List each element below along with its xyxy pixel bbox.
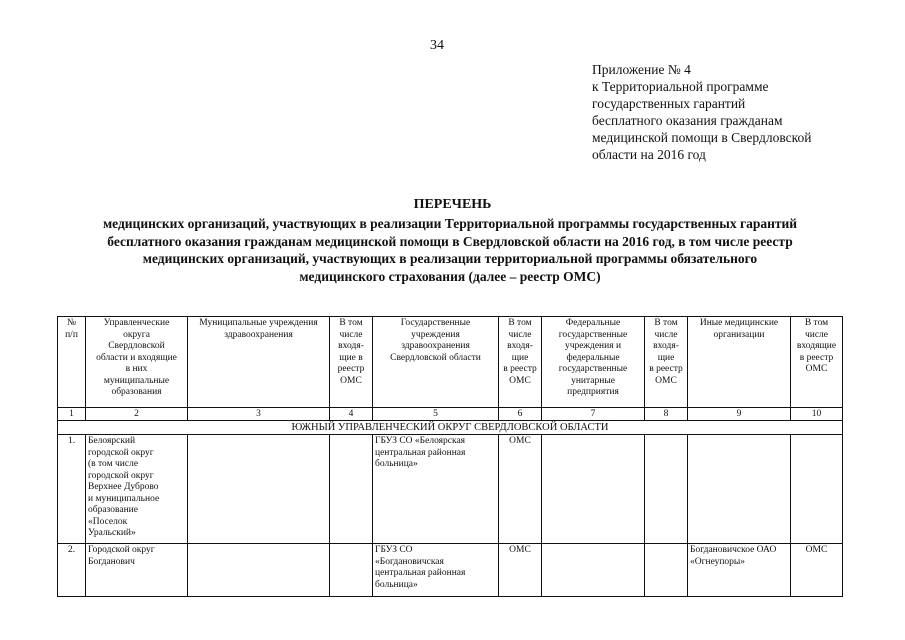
- column-header-line: государственные: [558, 364, 628, 374]
- cell-line: ГБУЗ СО: [375, 545, 413, 555]
- document-subtitle: [40, 215, 860, 285]
- district-cell: [86, 544, 188, 597]
- column-header-line: В том: [508, 318, 532, 328]
- state-institution-cell: [373, 435, 499, 544]
- cell-line: Уральский»: [88, 528, 136, 538]
- cell-line: (в том числе: [88, 459, 139, 469]
- column-header-line: числе: [339, 329, 363, 340]
- column-header-line: унитарные: [571, 375, 615, 386]
- appendix-line: государственных гарантий: [592, 96, 746, 111]
- column-header-line: муниципальные: [103, 375, 170, 386]
- column-header-line: числе: [508, 329, 532, 340]
- column-number: 10: [791, 408, 843, 421]
- column-header: [330, 317, 373, 408]
- region-row: [58, 421, 843, 435]
- table-row: [58, 544, 843, 597]
- subtitle-line: медицинских организаций, участвующих в реализации Территориальной программы государственных гарантий: [102, 216, 798, 231]
- document-title: ПЕРЕЧЕНЬ: [413, 197, 492, 212]
- column-header-line: Свердловской: [108, 341, 165, 351]
- table-row: [58, 435, 843, 544]
- other-organization-cell: [688, 544, 791, 597]
- column-header-line: щие: [657, 352, 675, 363]
- cell-line: и муниципальное: [88, 493, 160, 504]
- column-header: [499, 317, 542, 408]
- column-header-line: В том: [339, 318, 363, 328]
- column-header: [688, 317, 791, 408]
- column-number-row: [58, 408, 843, 421]
- column-header: [58, 317, 86, 408]
- column-header-line: ОМС: [509, 375, 531, 386]
- column-number: 3: [188, 408, 330, 421]
- cell-line: городской округ: [88, 447, 154, 458]
- federal-oms-cell: [645, 435, 688, 544]
- column-header: [645, 317, 688, 408]
- column-header-line: Муниципальные учреждения: [199, 318, 318, 328]
- municipal-cell: [188, 544, 330, 597]
- column-number: 1: [58, 408, 86, 421]
- table-header-row: [58, 317, 843, 408]
- column-header-line: В том: [654, 318, 678, 328]
- column-header-line: входящие: [796, 341, 837, 351]
- column-number: 2: [86, 408, 188, 421]
- appendix-line: к Территориальной программе: [592, 79, 769, 94]
- column-header-line: здравоохранения: [401, 341, 470, 351]
- district-cell: [86, 435, 188, 544]
- column-header-line: в реестр: [503, 364, 537, 374]
- row-number: 1.: [58, 435, 86, 544]
- appendix-line: медицинской помощи в Свердловской: [592, 130, 812, 145]
- column-number: 5: [373, 408, 499, 421]
- federal-oms-cell: [645, 544, 688, 597]
- state-oms-cell: ОМС: [499, 544, 542, 597]
- cell-line: больница»: [375, 579, 418, 590]
- appendix-line: области на 2016 год: [592, 147, 706, 162]
- column-header: [542, 317, 645, 408]
- column-header-line: Федеральные: [565, 318, 621, 328]
- column-header-line: Свердловской области: [390, 352, 481, 363]
- cell-line: Верхнее Дуброво: [88, 482, 159, 492]
- cell-line: Богданович: [88, 556, 135, 567]
- column-header-line: учреждения и: [564, 341, 622, 351]
- column-header-line: Государственные: [400, 318, 471, 328]
- column-header-line: входя-: [507, 341, 533, 351]
- appendix-line: Приложение № 4: [592, 62, 691, 77]
- page-number: 34: [430, 38, 444, 53]
- column-header-line: ОМС: [655, 375, 677, 386]
- column-header-line: входя-: [338, 341, 364, 351]
- column-number: 4: [330, 408, 373, 421]
- cell-line: «Богдановичская: [375, 556, 444, 567]
- column-header-line: входя-: [653, 341, 679, 351]
- cell-line: центральная районная: [375, 447, 466, 458]
- state-oms-cell: ОМС: [499, 435, 542, 544]
- column-header-line: учреждения: [411, 329, 460, 340]
- column-header-line: государственные: [558, 329, 628, 340]
- column-header-line: образования: [111, 387, 162, 397]
- state-institution-cell: [373, 544, 499, 597]
- column-number: 7: [542, 408, 645, 421]
- column-header-line: федеральные: [566, 352, 620, 363]
- other-oms-cell: ОМС: [791, 544, 843, 597]
- federal-cell: [542, 544, 645, 597]
- column-header-line: реестр: [337, 364, 365, 374]
- column-header-line: в реестр: [799, 352, 834, 363]
- municipal-cell: [188, 435, 330, 544]
- column-header: [86, 317, 188, 408]
- column-header-line: организации: [713, 329, 765, 340]
- column-number: 9: [688, 408, 791, 421]
- appendix-block: [592, 61, 811, 163]
- municipal-oms-cell: [330, 544, 373, 597]
- cell-line: «Огнеупоры»: [690, 556, 746, 567]
- cell-line: городской округ: [88, 470, 154, 481]
- column-header-line: Иные медицинские: [699, 318, 779, 328]
- subtitle-line: бесплатного оказания гражданам медицинской помощи в Свердловской области на 2016 год, в том числе реестр: [107, 233, 793, 249]
- appendix-line: бесплатного оказания гражданам: [592, 113, 783, 128]
- column-header-line: ОМС: [340, 375, 362, 386]
- column-header-line: области и входящие: [96, 352, 177, 363]
- column-header-line: в реестр: [649, 364, 683, 374]
- column-header-line: щие: [511, 352, 529, 363]
- column-header-line: предприятия: [567, 387, 619, 397]
- cell-line: «Поселок: [88, 516, 128, 527]
- municipal-oms-cell: [330, 435, 373, 544]
- registry-table: [57, 316, 843, 597]
- column-header: [791, 317, 843, 408]
- column-number: 6: [499, 408, 542, 421]
- column-header: [188, 317, 330, 408]
- column-header: [373, 317, 499, 408]
- row-number: 2.: [58, 544, 86, 597]
- cell-line: Богдановичское ОАО: [690, 545, 777, 555]
- subtitle-line: медицинского страхования (далее – реестр ОМС): [299, 268, 601, 284]
- column-header-line: щие в: [339, 352, 363, 363]
- other-organization-cell: [688, 435, 791, 544]
- cell-line: ГБУЗ СО «Белоярская: [375, 436, 466, 446]
- column-header-line: В том: [804, 318, 829, 328]
- column-header-line: округа: [123, 329, 150, 340]
- column-header-line: здравоохранения: [224, 329, 293, 340]
- region-title: ЮЖНЫЙ УПРАВЛЕНЧЕСКИЙ ОКРУГ СВЕРДЛОВСКОЙ ОБЛАСТИ: [58, 421, 843, 435]
- cell-line: образование: [88, 505, 138, 515]
- cell-line: Белоярский: [88, 436, 136, 446]
- column-header-line: п/п: [65, 329, 78, 340]
- other-oms-cell: [791, 435, 843, 544]
- column-header-line: ОМС: [805, 364, 828, 374]
- column-header-line: числе: [654, 329, 678, 340]
- column-number: 8: [645, 408, 688, 421]
- cell-line: центральная районная: [375, 568, 466, 578]
- cell-line: больница»: [375, 459, 418, 469]
- column-header-line: в них: [125, 364, 148, 374]
- cell-line: Городской округ: [88, 545, 155, 555]
- column-header-line: числе: [804, 329, 829, 340]
- subtitle-line: медицинских организаций, участвующих в реализации территориальной программы обязательного: [142, 251, 758, 266]
- column-header-line: Управленческие: [103, 318, 170, 328]
- federal-cell: [542, 435, 645, 544]
- column-header-line: №: [66, 318, 77, 328]
